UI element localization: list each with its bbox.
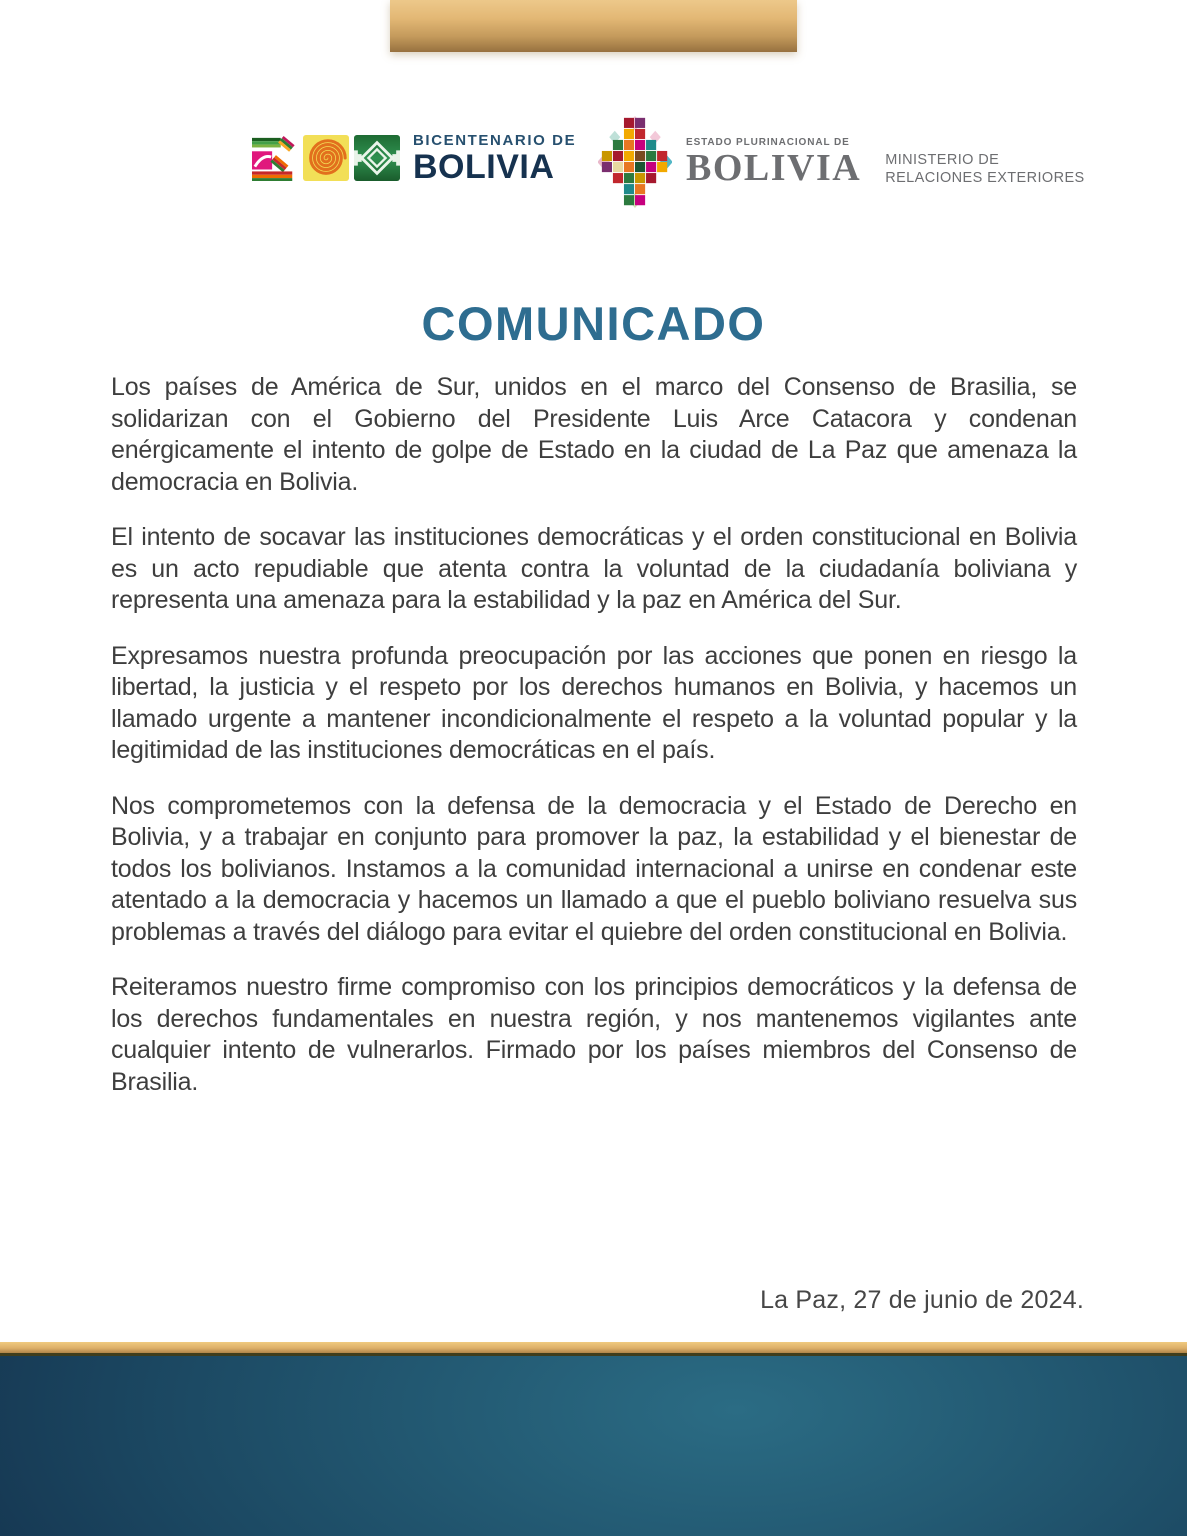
chakana-mosaic-icon — [598, 116, 672, 208]
ministry-name — [885, 151, 1084, 187]
chakana-zero-icon — [354, 135, 400, 181]
footer-blue-panel — [0, 1356, 1187, 1536]
ministry-name-line1: MINISTERIO DE — [885, 152, 1000, 168]
communique-body — [111, 372, 1077, 1122]
paragraph-2: El intento de socavar las instituciones democráticas y el orden constitucional en Bolivia es un acto repudiable que atenta contra la voluntad de la ciudadanía boliviana y representa una amenaza para la estabilidad y la paz en América del Sur. — [111, 523, 1077, 614]
footer-gold-bar — [0, 1342, 1187, 1353]
bicentenario-logo — [252, 132, 576, 184]
ministry-logo — [598, 116, 1085, 208]
paragraph-1: Los países de América de Sur, unidos en el marco del Consenso de Brasilia, se solidarizan con el Gobierno del Presidente Luis Arce Catacora y condenan enérgicamente el intento de golpe de Estado en la ciudad de La Paz que amenaza la democracia en Bolivia. — [111, 373, 1077, 496]
date-line: La Paz, 27 de junio de 2024. — [760, 1286, 1084, 1314]
page-title: COMUNICADO — [421, 297, 766, 350]
spiral-zero-icon — [303, 135, 349, 181]
estado-plurinacional-label: ESTADO PLURINACIONAL DE — [686, 137, 850, 148]
bicentenario-200-mark — [252, 135, 400, 181]
bolivia-serif-wordmark: BOLIVIA — [686, 147, 862, 189]
paragraph-5: Reiteramos nuestro firme compromiso con los principios democráticos y la defensa de los derechos fundamentales en nuestra región, y nos mantenemos vigilantes ante cualquier intento de vulnerarlos. Firmado por los países miembros del Consenso de Brasilia. — [111, 973, 1077, 1096]
paragraph-3: Expresamos nuestra profunda preocupación por las acciones que ponen en riesgo la libertad, la justicia y el respeto por los derechos humanos en Bolivia, y hacemos un llamado urgente a mantener incondicionalmente el respeto a la voluntad popular y la legitimidad de las instituciones democráticas en el país. — [111, 641, 1077, 764]
top-gold-accent-bar — [390, 0, 797, 52]
paragraph-4: Nos comprometemos con la defensa de la democracia y el Estado de Derecho en Bolivia, y a trabajar en conjunto para promover la paz, la estabilidad y el bienestar de todos los bolivianos. Instamos a la comunidad internacional a unirse en condenar este atentado a la democracia y hacemos un llamado a que el pueblo boliviano resuelva sus problemas a través del diálogo para evitar el quiebre del orden constitucional en Bolivia. — [111, 791, 1077, 946]
bicentenario-label: BICENTENARIO DE — [413, 132, 577, 149]
ministry-name-line2: RELACIONES EXTERIORES — [885, 170, 1085, 186]
footer — [0, 1342, 1187, 1536]
bicentenario-wordmark — [413, 132, 576, 184]
estado-plurinacional-wordmark — [686, 137, 861, 187]
bicentenario-bolivia-label: BOLIVIA — [413, 148, 555, 186]
digit-2-stripes-icon — [252, 135, 298, 181]
